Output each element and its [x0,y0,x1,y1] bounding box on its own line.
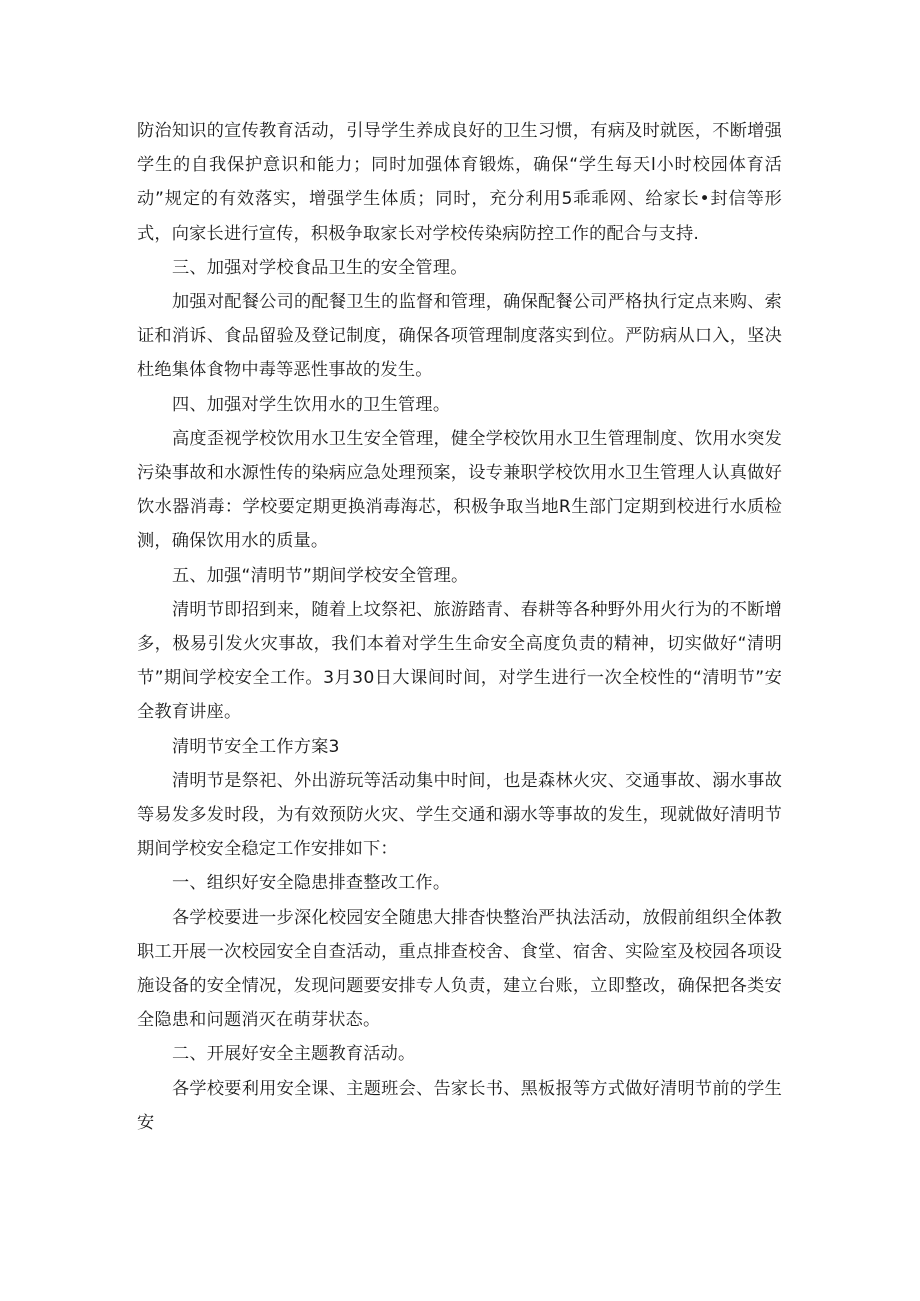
paragraph: 清明节是祭祀、外出游玩等活动集中时间，也是森林火灾、交通事故、溺水事故等易发多发时段，为有效预防火灾、学生交通和溺水等事故的发生，现就做好清明节期间学校安全稳定工作安排如下： [137,770,782,860]
paragraph: 高度歪视学校饮用水卫生安全管理，健全学校饮用水卫生管理制度、饮用水突发污染事故和水源性传的染病应急处理预案，设专兼职学校饮用水卫生管理人认真做好饮水器消毒：学校要定期更换消毒海芯，积极争取当地R生部门定期到校进行水质检测，确保饮用水的质量。 [137,428,782,552]
section-heading: 一、组织好安全隐患排查整改工作。 [172,873,451,894]
paragraph: 清明节即招到来，随着上坟祭祀、旅游踏青、春耕等各种野外用火行为的不断增多，极易引发火灾事故，我们本着对学生生命安全高度负责的精神，切实做好“清明节”期间学校安全工作。3月30日大课间时间，对学生进行一次全校性的“清明节”安全教育讲座。 [137,599,782,723]
paragraph: 加强对配餐公司的配餐卫生的监督和管理，确保配餐公司严格执行定点来购、索证和消诉、食品留验及登记制度，确保各项管理制度落实到位。严防病从口入，坚决杜绝集体食物中毒等恶性事故的发生。 [137,292,782,381]
section-heading: 四、加强对学生饮用水的卫生管理。 [172,394,451,415]
paragraph: 各学校要进一步深化校园安全随患大排杳快整治严执法活动，放假前组织全体教职工开展一次校园安全自查活动，重点排查校舍、食堂、宿舍、实险室及校园各项设施设备的安全情况，发现问题要安排专人负责，建立台账，立即整改，确保把各类安全隐患和问题消灭在萌芽状态。 [137,907,782,1031]
document-title: 清明节安全工作方案3 [172,736,340,757]
section-heading: 二、开展好安全主题教育活动。 [172,1044,416,1065]
document-page [137,114,782,1140]
paragraph: 各学校要利用安全课、主题班会、告家长书、黑板报等方式做好清明节前的学生安 [137,1078,782,1133]
section-heading: 五、加强“清明节”期间学校安全管理。 [172,565,469,586]
paragraph: 防治知识的宣传教育活动，引导学生养成良好的卫生习惯，有病及时就医，不断增强学生的自我保护意识和能力；同时加强体育锻炼，确保“学生每天l小时校园体育活动”规定的有效落实，增强学生体质；同时，充分利用5乖乖网、给家长•封信等形式，向家长进行宣传，积极争取家长对学校传染病防控工作的配合与支持. [137,121,782,244]
section-heading: 三、加强对学校食品卫生的安全管理。 [172,257,468,278]
